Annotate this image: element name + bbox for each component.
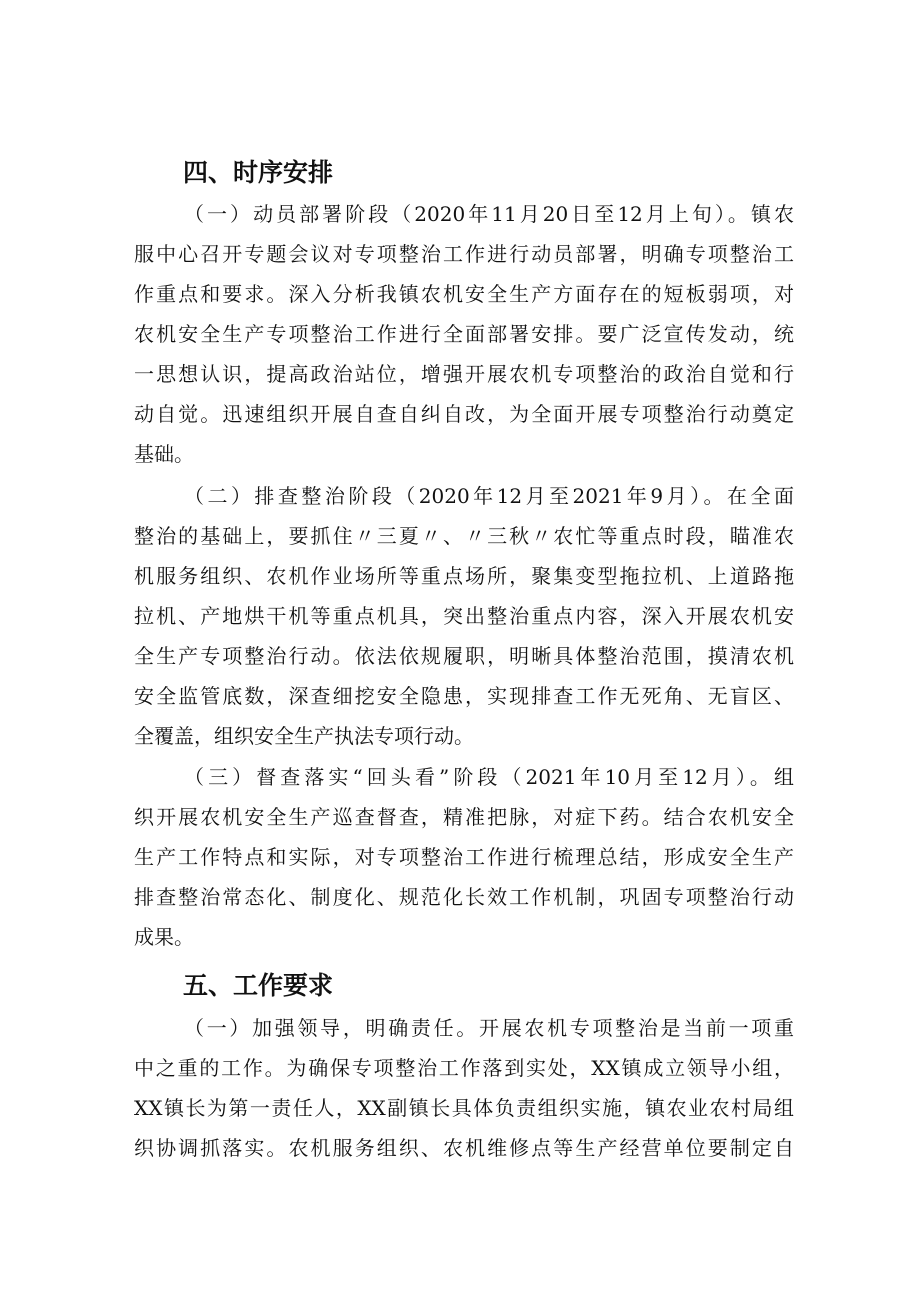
paragraph-line: 全覆盖，组织安全生产执法专项行动。 — [134, 724, 474, 748]
paragraph-line: 机服务组织、农机作业场所等重点场所，聚集变型拖拉机、上道路拖 — [134, 564, 794, 588]
paragraph-line: 生产工作特点和实际，对专项整治工作进行梳理总结，形成安全生产 — [134, 845, 794, 869]
paragraph-line: （一）加强领导，明确责任。开展农机专项整治是当前一项重 — [184, 1016, 794, 1040]
paragraph-line: 中之重的工作。为确保专项整治工作落到实处，XX镇成立领导小组， — [134, 1056, 794, 1080]
paragraph-line: （二）排查整治阶段（2020年12月至2021年9月）。在全面 — [184, 484, 794, 508]
paragraph-line: 拉机、产地烘干机等重点机具，突出整治重点内容，深入开展农机安 — [134, 604, 794, 628]
paragraph-line: （三）督查落实“回头看”阶段（2021年10月至12月）。组 — [184, 765, 794, 789]
paragraph-line: 安全监管底数，深查细挖安全隐患，实现排查工作无死角、无盲区、 — [134, 684, 794, 708]
paragraph-line: 整治的基础上，要抓住〃三夏〃、〃三秋〃农忙等重点时段，瞄准农 — [134, 524, 794, 548]
paragraph-line: 动自觉。迅速组织开展自查自纠自改，为全面开展专项整治行动奠定 — [134, 402, 794, 426]
paragraph-line: （一）动员部署阶段（2020年11月20日至12月上旬）。镇农 — [184, 202, 794, 226]
paragraph-leadership — [134, 1008, 794, 1168]
paragraph-line: 农机安全生产专项整治工作进行全面部署安排。要广泛宣传发动，统 — [134, 322, 794, 346]
paragraph-review-stage — [134, 757, 794, 957]
paragraph-inspection-stage — [134, 476, 794, 756]
paragraph-line: 排查整治常态化、制度化、规范化长效工作机制，巩固专项整治行动 — [134, 885, 794, 909]
paragraph-line: 一思想认识，提高政治站位，增强开展农机专项整治的政治自觉和行 — [134, 362, 794, 386]
section-heading-schedule: 四、时序安排 — [183, 158, 334, 187]
paragraph-line: 织开展农机安全生产巡查督查，精准把脉，对症下药。结合农机安全 — [134, 805, 794, 829]
paragraph-line: XX镇长为第一责任人，XX副镇长具体负责组织实施，镇农业农村局组 — [134, 1096, 794, 1120]
paragraph-line: 基础。 — [134, 442, 194, 466]
paragraph-mobilization-stage — [134, 194, 794, 474]
paragraph-line: 成果。 — [134, 925, 194, 949]
paragraph-line: 作重点和要求。深入分析我镇农机安全生产方面存在的短板弱项，对 — [134, 282, 794, 306]
paragraph-line: 服中心召开专题会议对专项整治工作进行动员部署，明确专项整治工 — [134, 242, 794, 266]
section-heading-requirements: 五、工作要求 — [183, 971, 334, 1000]
paragraph-line: 织协调抓落实。农机服务组织、农机维修点等生产经营单位要制定自 — [134, 1136, 794, 1160]
paragraph-line: 全生产专项整治行动。依法依规履职，明晰具体整治范围，摸清农机 — [134, 644, 794, 668]
